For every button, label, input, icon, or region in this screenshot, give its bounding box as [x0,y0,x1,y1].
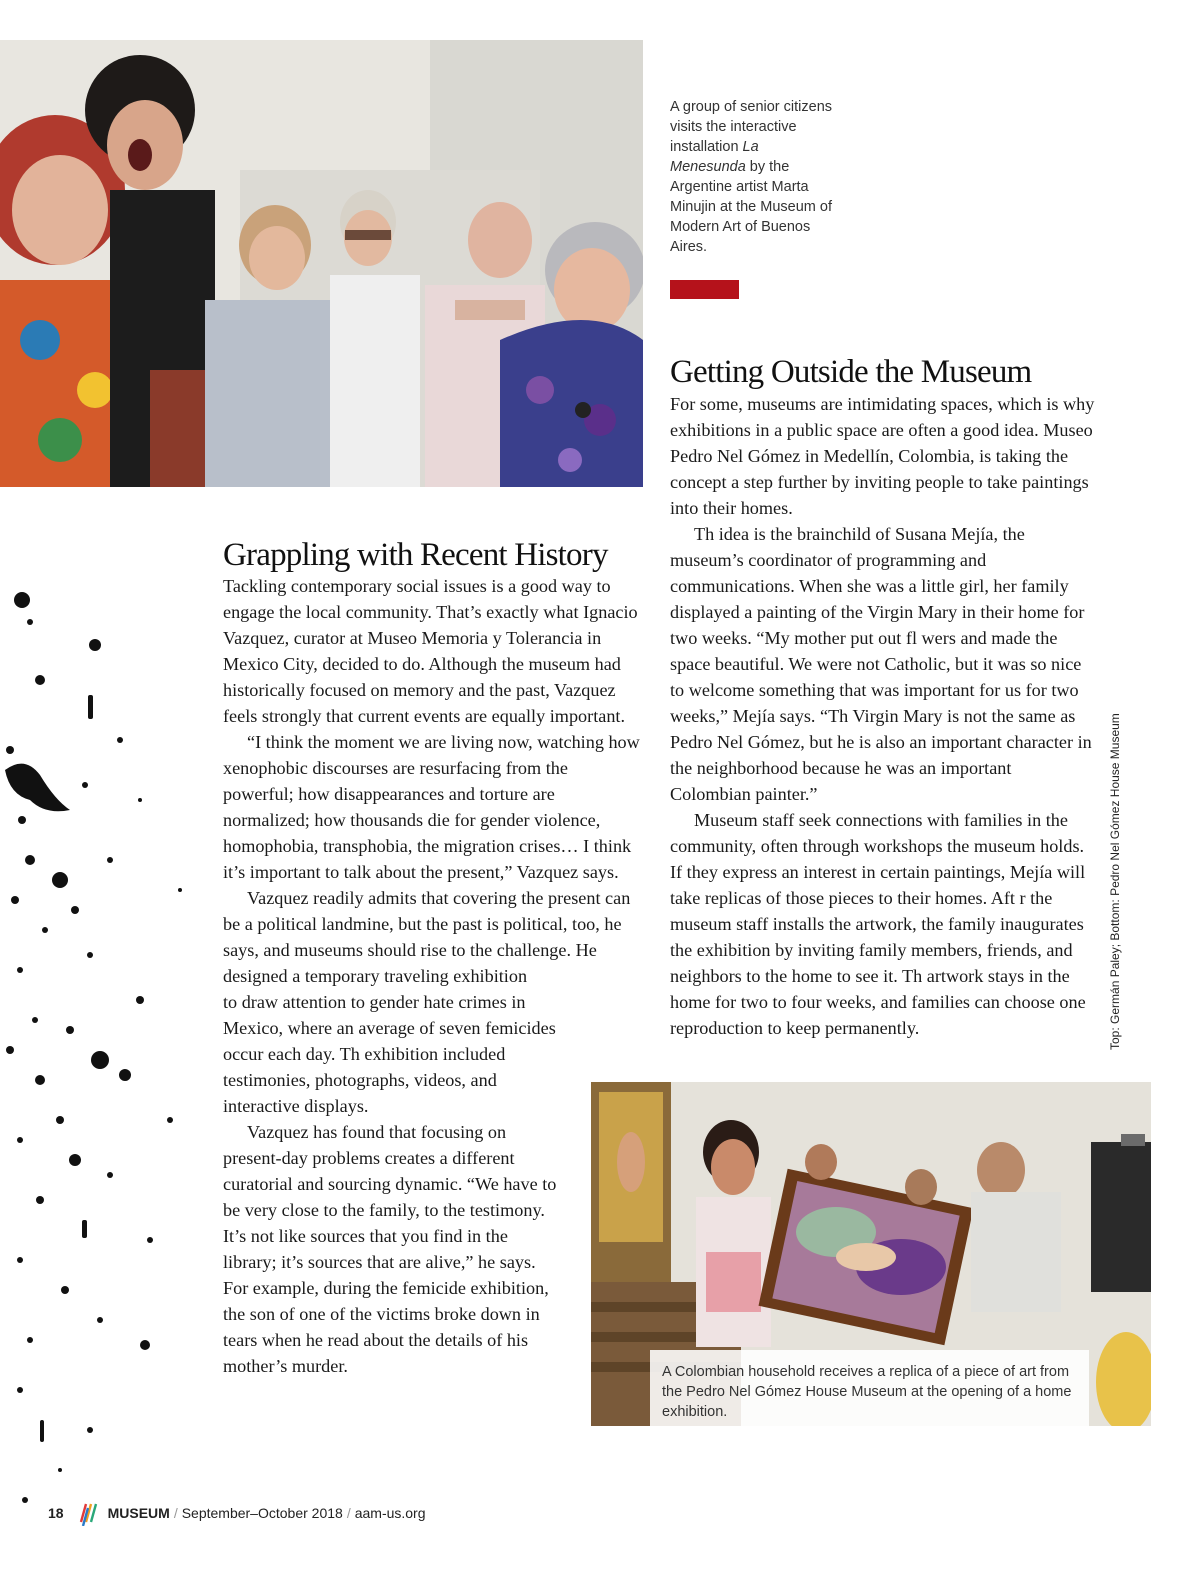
magazine-name: MUSEUM [107,1505,170,1521]
caption-bottom-photo: A Colombian household receives a replica of a piece of art from the Pedro Nel Gómez House Museum at the opening of a home exhibition. [650,1350,1089,1428]
accent-bar [670,280,739,299]
website-link[interactable]: aam-us.org [354,1505,426,1521]
body-left-column [223,573,643,1379]
photo-senior-citizens-image [0,40,643,487]
caption-top-photo [670,97,835,257]
caption-top-text-1: A group of senior citizens visits the interactive installation [670,99,833,155]
paragraph: For some, museums are intimidating spaces, which is why exhibitions in a public space are often a good idea. Museo Pedro Nel Gómez in Medellín, Colombia, is taking the concept a step further by inviting people to take paintings into their homes. [670,394,1095,518]
paragraph: “I think the moment we are living now, watching how xenophobic discourses are resurfacing from the powerful; how disappearances and torture are normalized; how thousands die for gender violence, homophobia, transphobia, the migration crises… I think it’s important to talk about the present,” Vazquez says. [223,732,640,882]
heading-getting-outside: Getting Outside the Museum [670,354,1032,390]
page-number: 18 [48,1505,64,1521]
caption-top-artwork-title: La Menesunda [670,139,759,175]
caption-top-text-2: by the Argentine artist Marta Minujin at the Museum of Modern Art of Buenos Aires. [670,159,832,255]
page-footer [48,1500,426,1526]
photo-credit: Top: Germán Paley; Bottom: Pedro Nel Gómez House Museum [1108,713,1122,1050]
paragraph: Tackling contemporary social issues is a good way to engage the local community. That’s exactly what Ignacio Vazquez, curator at Museo Memoria y Tolerancia in Mexico City, decided to do. Although the museum had historically focused on memory and the past, Vazquez feels strongly that current events are equally important. [223,576,638,726]
paragraph: Museum staff seek connections with families in the community, often through workshops the museum holds. If they express an interest in certain paintings, Mejía will take replicas of those pieces to their homes. Aft r the museum staff installs the artwork, the family inaugurates the exhibition by inviting family members, friends, and neighbors to the home to see it. Th artwork stays in the home for two to four weeks, and families can choose one reproduction to keep permanently. [670,810,1086,1038]
aam-logo-icon [78,1500,100,1526]
ink-splatter-decoration [0,560,200,1520]
footer-separator: / [346,1505,351,1521]
heading-grappling: Grappling with Recent History [223,537,608,573]
paragraph: Th idea is the brainchild of Susana Mejía, the museum’s coordinator of programming and communications. When she was a little girl, her family displayed a painting of the Virgin Mary in their home for two weeks. “My mother put out fl wers and made the space beautiful. We were not Catholic, but it was so nice to welcome something that was important for us for two weeks,” Mejía says. “Th Virgin Mary is not the same as Pedro Nel Gómez, but he is also an important character in the neighborhood because he was an important Colombian painter.” [670,524,1092,804]
paragraph-continued: to draw attention to gender hate crimes in Mexico, where an average of seven femicides occur each day. Th exhibition included testimonies, photographs, videos, and interactive displays. [223,992,556,1116]
footer-separator: / [173,1505,178,1521]
issue-date: September–October 2018 [181,1505,343,1521]
photo-senior-citizens [0,40,643,487]
paragraph: Vazquez has found that focusing on present-day problems creates a different curatorial and sourcing dynamic. “We have to be very close to the family, to the testimony. It’s not like sources that you find in the library; it’s sources that are alive,” he says. For example, during the femicide exhibition, the son of one of the victims broke down in tears when he read about the details of his mother’s murder. [223,1122,557,1376]
body-right-column [670,391,1095,1041]
paragraph [223,885,643,989]
paragraph-part: Vazquez readily admits that covering the present can be a political landmine, but the past is political, too, he says, and museums should rise to the challenge. He designed a temporary traveling exhibition [223,888,631,986]
